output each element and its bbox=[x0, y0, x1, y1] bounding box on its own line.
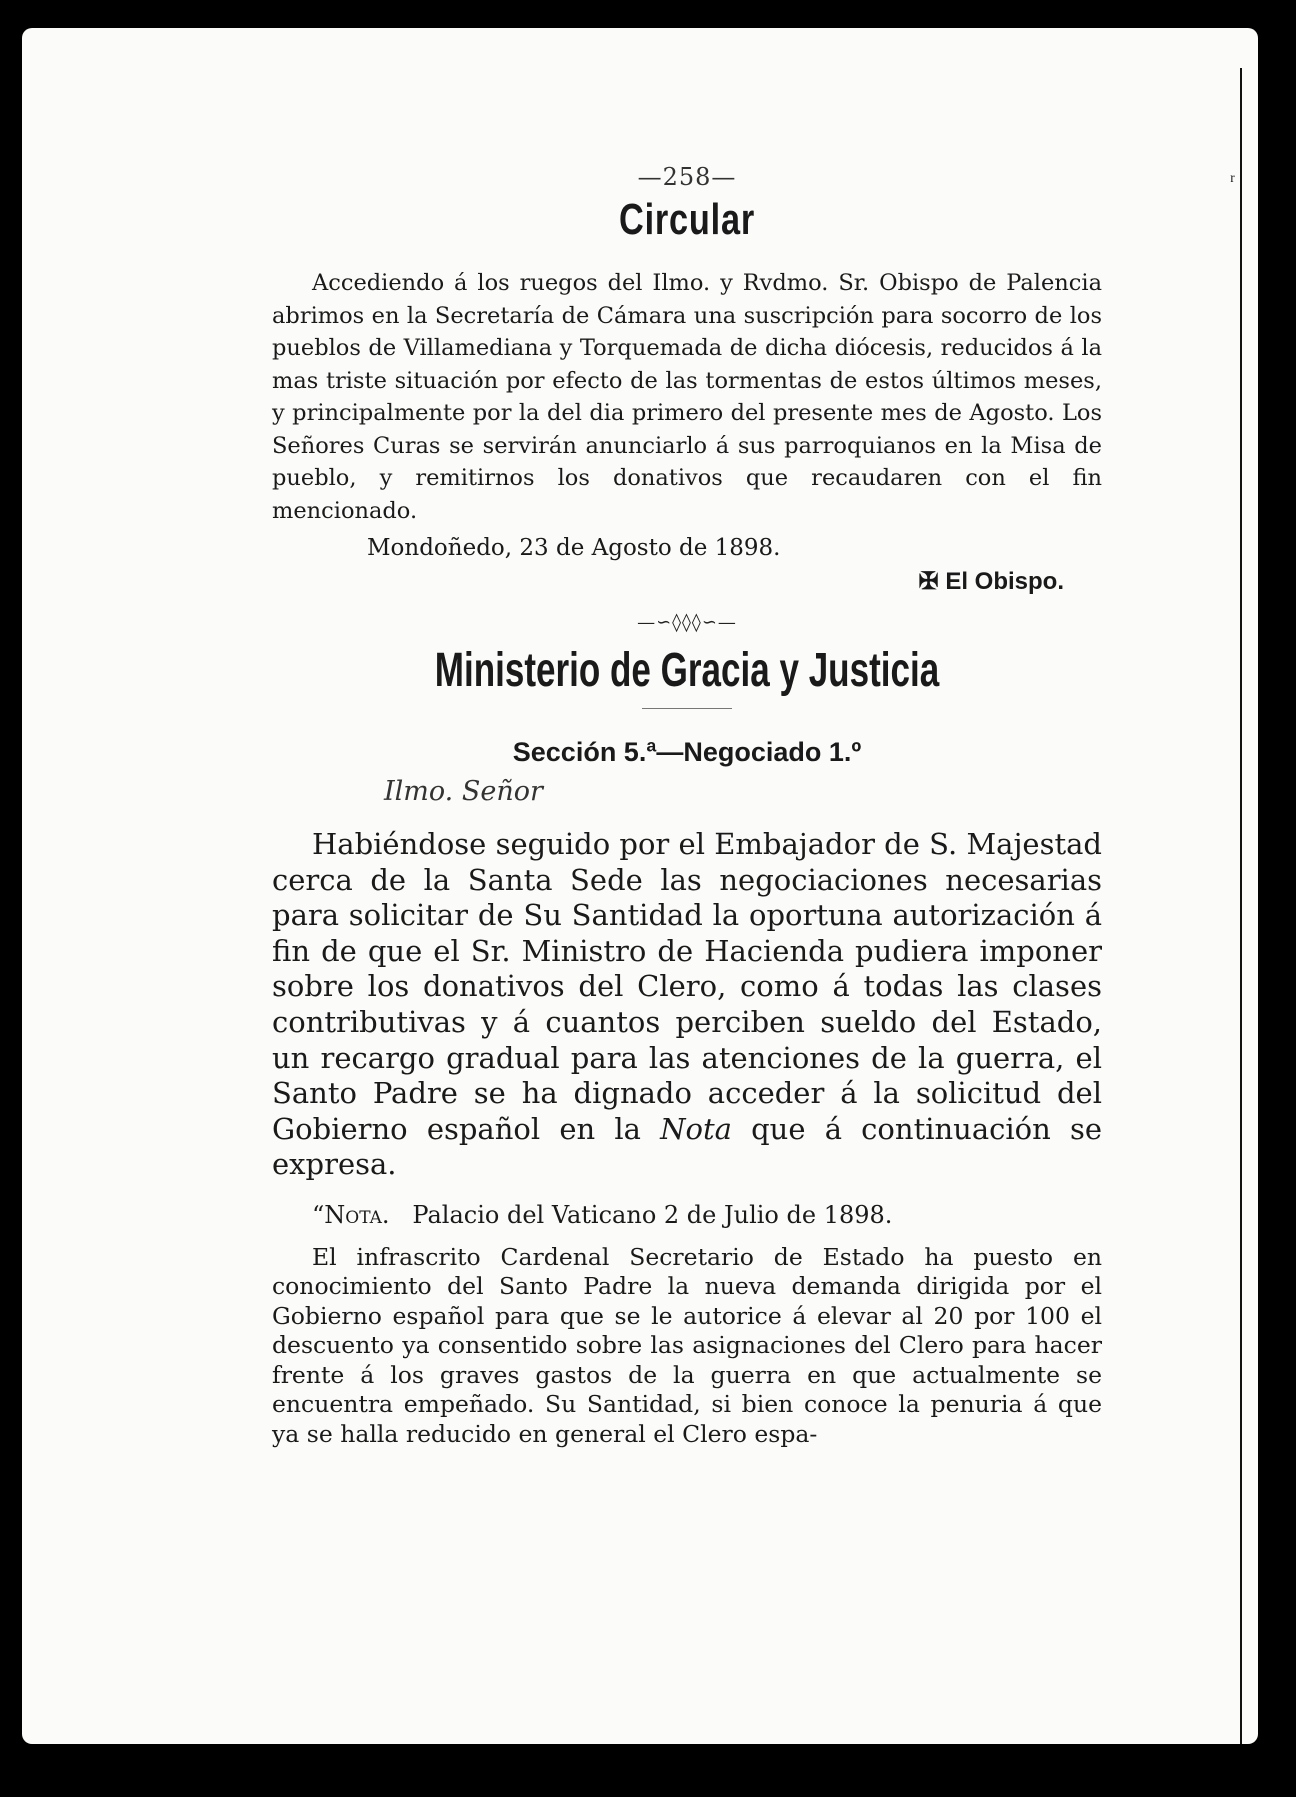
circular-title: Circular bbox=[619, 195, 755, 244]
body-text-end: que á continuación se expresa. bbox=[272, 1111, 1103, 1182]
ornament-divider: —∽◊◊◊∽— bbox=[637, 612, 737, 633]
circular-date: Mondoñedo, 23 de Agosto de 1898. bbox=[367, 535, 781, 561]
nota-word: Nota bbox=[660, 1111, 732, 1146]
circular-signature: ✠ El Obispo. bbox=[918, 568, 1064, 595]
nota-heading bbox=[312, 1201, 1102, 1229]
body-text: Habiéndose seguido por el Embajador de S. Majestad cerca de la Santa Sede las negociaciones necesarias para solicitar de Su Santidad la oportuna autorización á fin de que el Sr. Ministro de Hacienda pudiera imponer sobre los donativos del Clero, como á todas las clases contributivas y á cuantos perciben sueldo del Estado, un recargo gradual para las atenciones de la guerra, el Santo Padre se ha dignado acceder á la solicitud del Gobierno español en la bbox=[272, 827, 1102, 1146]
nota-body: El infrascrito Cardenal Secretario de Estado ha puesto en conocimiento del Santo Padre la nueva demanda dirigida por el Gobierno español para que se le autorice á elevar al 20 por 100 el descuento ya consentido sobre las asignaciones del Clero para hacer frente á los graves gastos de la guerra en que actualmente se encuentra empeñado. Su Santidad, si bien conoce la penuria á que ya se halla reducido en general el Clero espa- bbox=[272, 1242, 1102, 1448]
page-edge-line bbox=[1240, 68, 1242, 1744]
page-number: —258— bbox=[637, 163, 737, 191]
title-rule bbox=[642, 708, 732, 709]
edge-mark: ʳ bbox=[1230, 168, 1235, 193]
document-page bbox=[22, 28, 1258, 1744]
nota-label: “Nota. bbox=[312, 1200, 390, 1229]
section-heading: Sección 5.ª—Negociado 1.º bbox=[512, 737, 862, 767]
ministerio-body bbox=[272, 827, 1102, 1183]
greeting: Ilmo. Señor bbox=[384, 776, 543, 807]
nota-place-date: Palacio del Vaticano 2 de Julio de 1898. bbox=[412, 1200, 893, 1229]
circular-body: Accediendo á los ruegos del Ilmo. y Rvdmo. Sr. Obispo de Palencia abrimos en la Secretaría de Cámara una suscripción para socorro de los pueblos de Villamediana y Torquemada de dicha diócesis, reducidos á la mas triste situación por efecto de las tormentas de estos últimos meses, y principalmente por la del dia primero del presente mes de Agosto. Los Señores Curas se servirán anunciarlo á sus parroquianos en la Misa de pueblo, y remitirnos los donativos que recaudaren con el fin mencionado. bbox=[272, 270, 1102, 524]
page-content bbox=[272, 163, 1102, 1449]
ministerio-title: Ministerio de Gracia y Justicia bbox=[434, 644, 940, 697]
